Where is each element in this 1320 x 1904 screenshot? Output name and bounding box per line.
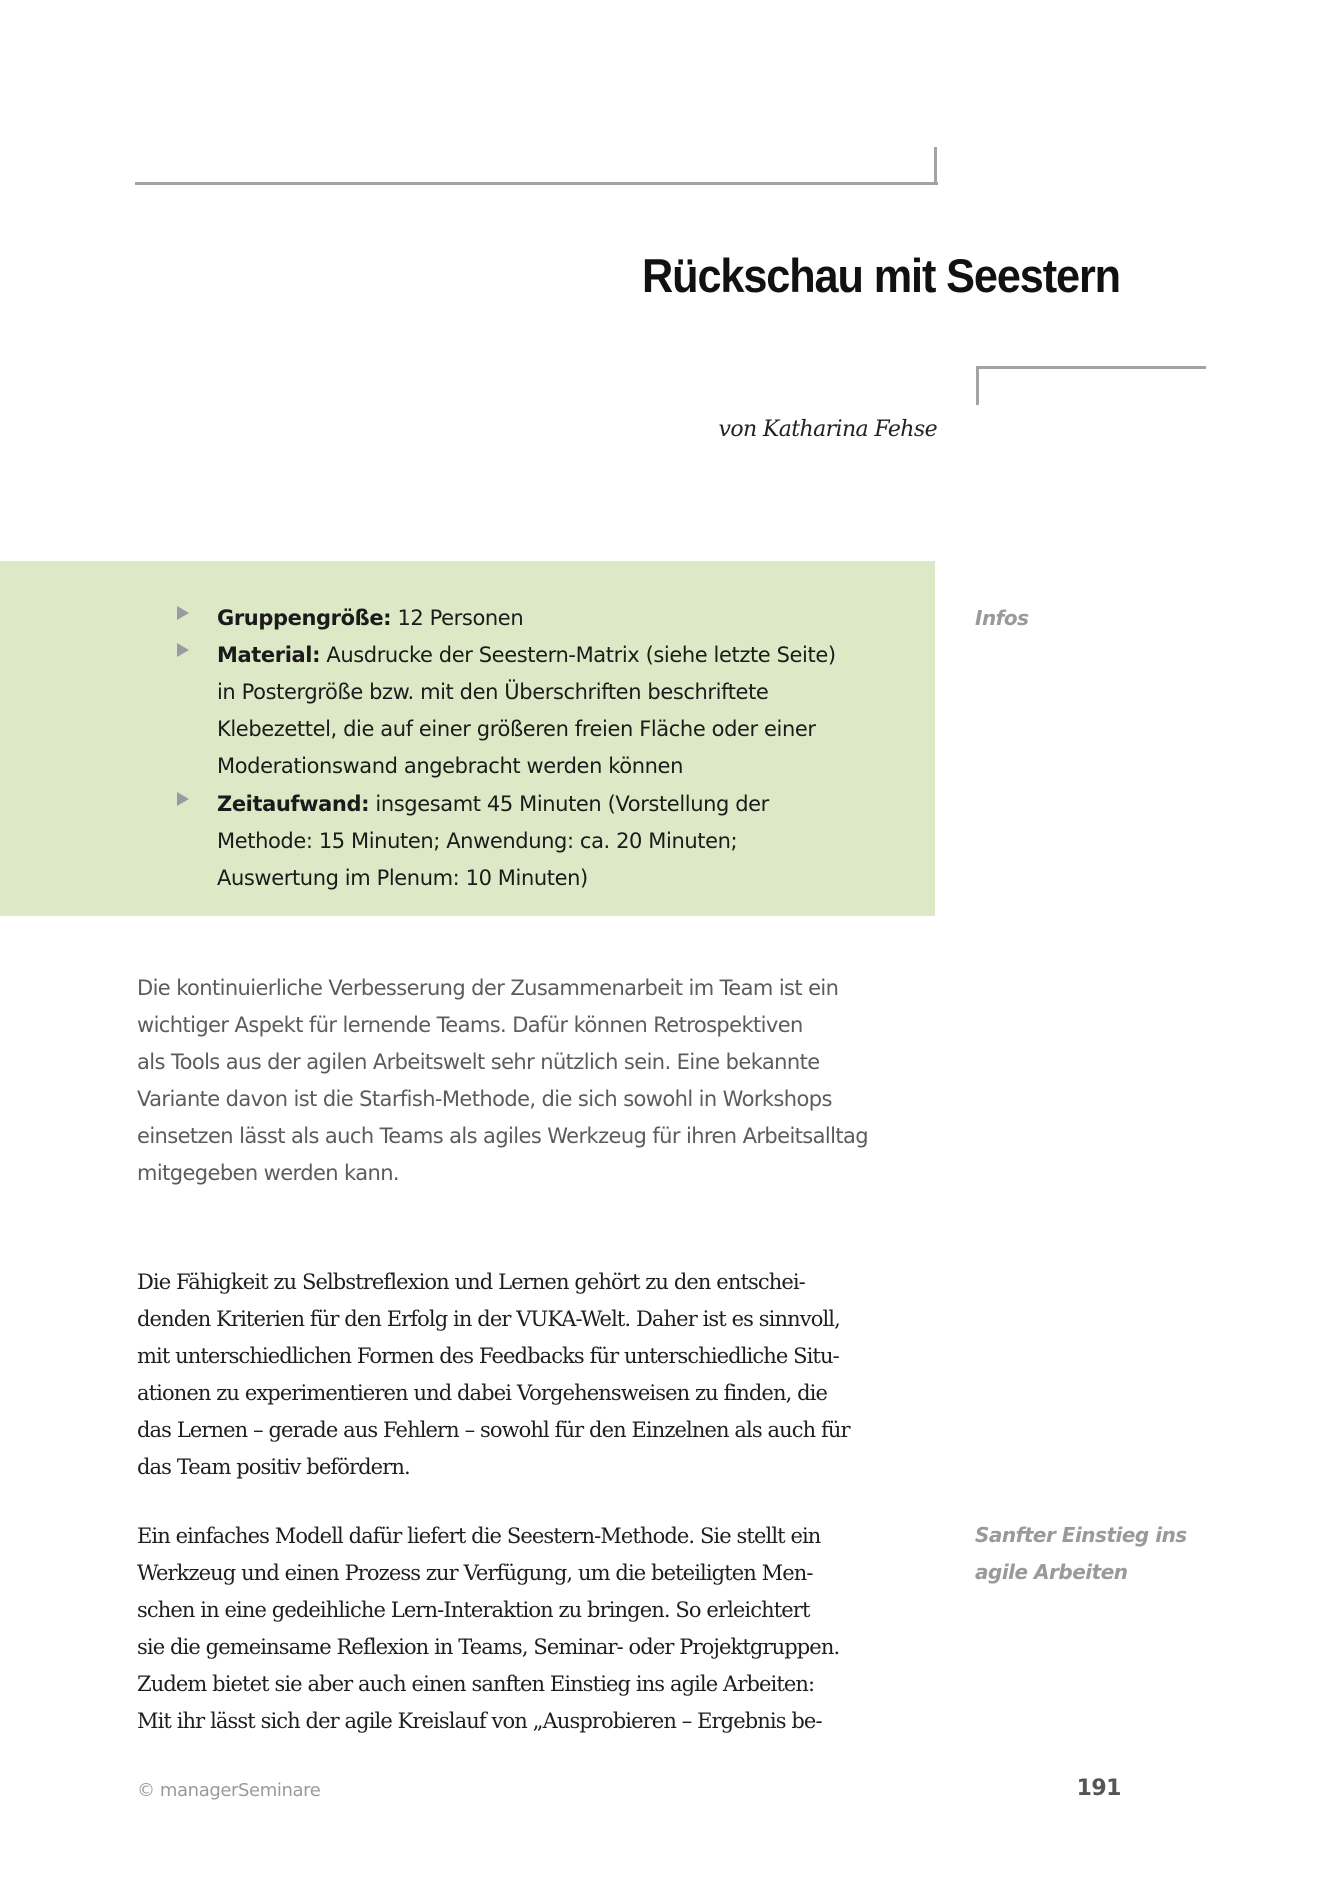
info-item-material bbox=[217, 637, 836, 674]
info-item-continuation: Moderationswand angebracht werden können bbox=[217, 754, 683, 778]
info-item-value: insgesamt 45 Minuten (Vorstellung der bbox=[369, 792, 769, 816]
body-line: das Lernen – gerade aus Fehlern – sowohl für den Einzelnen als auch für bbox=[137, 1418, 850, 1442]
side-bracket-vertical-rule bbox=[976, 366, 979, 405]
page-title: Rückschau mit Seestern bbox=[642, 249, 1120, 302]
intro-line: wichtiger Aspekt für lernende Teams. Dafür können Retrospektiven bbox=[137, 1013, 803, 1037]
body-line: mit unterschiedlichen Formen des Feedbacks für unterschiedliche Situ- bbox=[137, 1344, 839, 1368]
bullet-triangle-icon bbox=[177, 643, 189, 657]
info-item-continuation: Klebezettel, die auf einer größeren freien Fläche oder einer bbox=[217, 717, 816, 741]
intro-line: Die kontinuierliche Verbesserung der Zusammenarbeit im Team ist ein bbox=[137, 976, 839, 1000]
body-line: schen in eine gedeihliche Lern-Interaktion zu bringen. So erleichtert bbox=[137, 1598, 810, 1622]
margin-note-agile: Sanfter Einstieg ins bbox=[975, 1523, 1187, 1547]
info-item-label: Zeitaufwand: bbox=[217, 792, 370, 816]
margin-note-agile: agile Arbeiten bbox=[975, 1560, 1128, 1584]
info-item-group-size bbox=[217, 600, 523, 637]
info-item-continuation: Methode: 15 Minuten; Anwendung: ca. 20 Minuten; bbox=[217, 829, 738, 853]
footer-copyright: © managerSeminare bbox=[137, 1780, 321, 1801]
top-bracket-horizontal-rule bbox=[135, 182, 938, 185]
body-line: Zudem bietet sie aber auch einen sanften Einstieg ins agile Arbeiten: bbox=[137, 1672, 815, 1696]
body-line: Ein einfaches Modell dafür liefert die Seestern-Methode. Sie stellt ein bbox=[137, 1524, 821, 1548]
intro-line: als Tools aus der agilen Arbeitswelt sehr nützlich sein. Eine bekannte bbox=[137, 1050, 820, 1074]
body-line: Werkzeug und einen Prozess zur Verfügung, um die beteiligten Men- bbox=[137, 1561, 813, 1585]
body-line: sie die gemeinsame Reflexion in Teams, Seminar- oder Projektgruppen. bbox=[137, 1635, 840, 1659]
info-item-value: 12 Personen bbox=[391, 606, 524, 630]
body-line: denden Kriterien für den Erfolg in der VUKA-Welt. Daher ist es sinnvoll, bbox=[137, 1307, 840, 1331]
intro-line: einsetzen lässt als auch Teams als agiles Werkzeug für ihren Arbeitsalltag bbox=[137, 1124, 869, 1148]
bullet-triangle-icon bbox=[177, 606, 189, 620]
author-byline: von Katharina Fehse bbox=[718, 417, 937, 442]
body-line: ationen zu experimentieren und dabei Vorgehensweisen zu finden, die bbox=[137, 1381, 828, 1405]
body-line: das Team positiv befördern. bbox=[137, 1455, 410, 1479]
info-item-continuation: in Postergröße bzw. mit den Überschriften beschriftete bbox=[217, 680, 769, 704]
bullet-triangle-icon bbox=[177, 792, 189, 806]
intro-line: mitgegeben werden kann. bbox=[137, 1161, 400, 1185]
margin-note-infos: Infos bbox=[975, 606, 1029, 630]
intro-line: Variante davon ist die Starfish-Methode, die sich sowohl in Workshops bbox=[137, 1087, 832, 1111]
info-item-time bbox=[217, 786, 769, 823]
info-item-label: Gruppengröße: bbox=[217, 606, 392, 630]
body-line: Die Fähigkeit zu Selbstreflexion und Lernen gehört zu den entschei- bbox=[137, 1270, 805, 1294]
top-bracket-vertical-rule bbox=[934, 147, 937, 185]
info-item-value: Ausdrucke der Seestern-Matrix (siehe letzte Seite) bbox=[320, 643, 836, 667]
page-number: 191 bbox=[1076, 1776, 1121, 1801]
body-line: Mit ihr lässt sich der agile Kreislauf von „Ausprobieren – Ergebnis be- bbox=[137, 1709, 822, 1733]
info-item-label: Material: bbox=[217, 643, 321, 667]
side-bracket-horizontal-rule bbox=[976, 366, 1206, 369]
info-item-continuation: Auswertung im Plenum: 10 Minuten) bbox=[217, 866, 588, 890]
